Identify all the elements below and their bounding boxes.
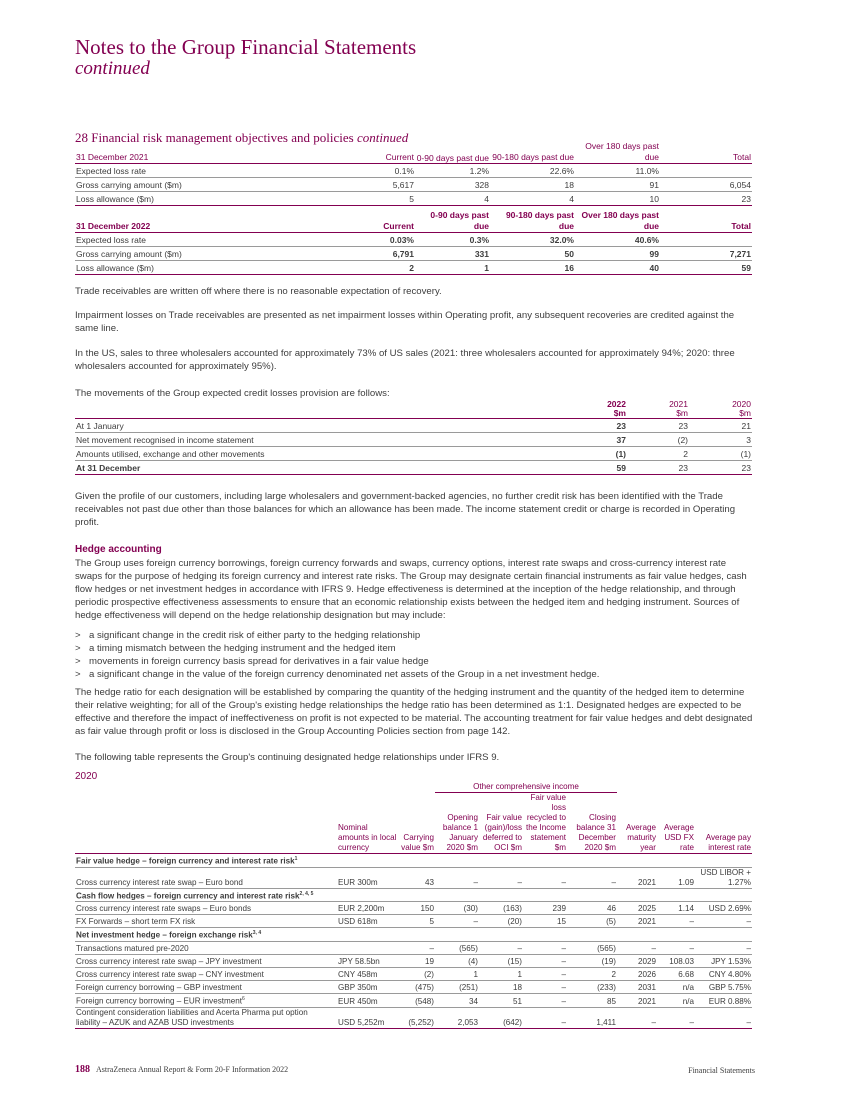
column-header: Average maturity year [617, 793, 657, 854]
column-header: Over 180 days past due [575, 141, 660, 164]
cell: 23 [627, 461, 689, 475]
column-header: 90-180 days past due [490, 141, 575, 164]
cell: 2,053 [435, 1007, 479, 1028]
row-label: Gross carrying amount ($m) [75, 178, 335, 192]
cell: 11.0% [575, 164, 660, 178]
unit-label: $m [676, 408, 688, 418]
table-row [75, 178, 752, 192]
list-item-text: movements in foreign currency basis spread for derivatives in a fair value hedge [89, 656, 429, 667]
section-row [75, 888, 752, 902]
year-label: 2022 [607, 399, 626, 409]
table-header-row [75, 210, 752, 233]
cell: – [399, 942, 435, 955]
cell: 2025 [617, 902, 657, 915]
cell: 32.0% [490, 233, 575, 247]
cell: – [523, 994, 567, 1008]
cell: (548) [399, 994, 435, 1008]
cell: 15 [523, 915, 567, 928]
cell: 0.03% [335, 233, 415, 247]
footer-section: Financial Statements [688, 1066, 755, 1075]
table-header-row [75, 793, 752, 854]
cell: 23 [565, 419, 627, 433]
section-title-text: 28 Financial risk management objectives and policies [75, 130, 354, 145]
section-row [75, 854, 752, 868]
table-header-row [75, 141, 752, 164]
page-footer [75, 1064, 755, 1075]
table-row [75, 164, 752, 178]
cell: 2021 [617, 867, 657, 888]
table-row-total [75, 461, 752, 475]
cell: 37 [565, 433, 627, 447]
cell: n/a [657, 994, 695, 1008]
cell: – [523, 968, 567, 981]
bullet-marker: > [75, 669, 81, 680]
section-row [75, 928, 752, 942]
cell: 2031 [617, 981, 657, 994]
cell: – [523, 1007, 567, 1028]
paragraph-movements-intro: The movements of the Group expected credit losses provision are follows: [75, 388, 390, 399]
cell: 5 [399, 915, 435, 928]
cell: 40 [575, 261, 660, 275]
section-label [75, 888, 752, 902]
cell: 5,617 [335, 178, 415, 192]
cell: GBP 5.75% [695, 981, 752, 994]
row-label: Gross carrying amount ($m) [75, 247, 335, 261]
list-item-text: a timing mismatch between the hedging instrument and the hedged item [89, 643, 396, 654]
paragraph-hedge-ratio: The hedge ratio for each designation will be established by comparing the quantity of the hedging instrument and the quantity of the hedged item to determine their relative weighting; for all of the Group's existing hedge relationships the hedge ratio has been determined as 1:1. Designated hedges are expected to be effective and therefore the impact of ineffectiveness on profit is not expected to be material. The accounting treatment for fair value hedges and debt designated as fair value through profit or loss is disclosed in the Group Accounting Policies section from page 142. [75, 687, 753, 737]
row-label: Expected loss rate [75, 164, 335, 178]
aging-table-2022 [75, 210, 752, 275]
cell: (1) [689, 447, 752, 461]
cell: – [523, 867, 567, 888]
oci-group-header: Other comprehensive income [435, 780, 617, 793]
list-item [75, 642, 755, 655]
cell: (20) [479, 915, 523, 928]
cell: 1.14 [657, 902, 695, 915]
row-label: Amounts utilised, exchange and other movements [75, 447, 565, 461]
cell: 23 [627, 419, 689, 433]
cell: 2 [627, 447, 689, 461]
cell: 2 [335, 261, 415, 275]
cell: 331 [415, 247, 490, 261]
row-label: Cross currency interest rate swaps – Euro bonds [75, 902, 337, 915]
hedge-relationships-table [75, 780, 752, 1029]
column-header: 0-90 days past due [415, 210, 490, 233]
cell: – [479, 867, 523, 888]
cell: JPY 1.53% [695, 955, 752, 968]
cell: 43 [399, 867, 435, 888]
cell: 18 [490, 178, 575, 192]
cell: 10 [575, 192, 660, 206]
column-header-2020 [689, 400, 752, 419]
cell: JPY 58.5bn [337, 955, 399, 968]
cell: 150 [399, 902, 435, 915]
cell: – [523, 981, 567, 994]
cell: 50 [490, 247, 575, 261]
page-subtitle: continued [75, 58, 150, 79]
footnote-ref: 6 [242, 996, 245, 1003]
cell: – [695, 942, 752, 955]
table-row [75, 261, 752, 275]
row-label-text: Foreign currency borrowing – EUR investment [76, 996, 242, 1006]
column-header: 0-90 days past due [415, 141, 490, 164]
row-label: Transactions matured pre-2020 [75, 942, 337, 955]
footnote-ref: 3, 4 [252, 930, 262, 937]
table-row [75, 419, 752, 433]
cell: 1 [435, 968, 479, 981]
cell: 239 [523, 902, 567, 915]
cell: (4) [435, 955, 479, 968]
table-row [75, 942, 752, 955]
cell: – [695, 1007, 752, 1028]
cell: (475) [399, 981, 435, 994]
cell: 99 [575, 247, 660, 261]
column-header: Average pay interest rate [695, 793, 752, 854]
cell: – [567, 867, 617, 888]
cell: 22.6% [490, 164, 575, 178]
year-label: 2021 [669, 399, 688, 409]
cell: – [695, 915, 752, 928]
row-label: Net movement recognised in income statement [75, 433, 565, 447]
row-label: At 31 December [75, 461, 565, 475]
cell: USD 618m [337, 915, 399, 928]
cell: 6.68 [657, 968, 695, 981]
cell: USD 2.69% [695, 902, 752, 915]
cell: (5,252) [399, 1007, 435, 1028]
section-title: Fair value hedge – foreign currency and interest rate risk [76, 856, 295, 866]
cell: 23 [660, 192, 752, 206]
group-header-spacer [75, 780, 435, 793]
cell: n/a [657, 981, 695, 994]
page-number: 188 [75, 1064, 90, 1075]
cell: – [479, 942, 523, 955]
cell: (233) [567, 981, 617, 994]
column-header: 31 December 2022 [75, 210, 335, 233]
cell: 0.3% [415, 233, 490, 247]
cell: 4 [490, 192, 575, 206]
table-row [75, 1007, 752, 1028]
paragraph-table-intro: The following table represents the Group's continuing designated hedge relationships under IFRS 9. [75, 752, 500, 763]
ecl-movements-table [75, 400, 752, 475]
column-header: Total [660, 210, 752, 233]
year-label: 2020 [732, 399, 751, 409]
cell: 6,791 [335, 247, 415, 261]
table-header-row [75, 400, 752, 419]
row-label: Loss allowance ($m) [75, 192, 335, 206]
cell: 0.1% [335, 164, 415, 178]
list-item [75, 629, 755, 642]
cell [660, 233, 752, 247]
cell: (2) [399, 968, 435, 981]
cell: 1 [479, 968, 523, 981]
cell: (565) [435, 942, 479, 955]
cell: 1 [415, 261, 490, 275]
cell: 46 [567, 902, 617, 915]
table-row [75, 233, 752, 247]
cell: 2029 [617, 955, 657, 968]
paragraph-credit-risk: Given the profile of our customers, including large wholesalers and government-backed agencies, no further credit risk has been identified with the Trade receivables not past due other than those balances for which an allowance has been made. The income statement credit or charge is recorded in Operating profit. [75, 491, 736, 528]
hedge-sources-list [75, 629, 755, 681]
aging-table-2021 [75, 141, 752, 206]
table-row [75, 968, 752, 981]
table-row [75, 902, 752, 915]
cell [660, 164, 752, 178]
table-row [75, 915, 752, 928]
cell: 2026 [617, 968, 657, 981]
cell: 19 [399, 955, 435, 968]
section-title: Net investment hedge – foreign exchange risk [76, 931, 253, 941]
cell: 21 [689, 419, 752, 433]
cell: (19) [567, 955, 617, 968]
hedge-accounting-heading: Hedge accounting [75, 544, 162, 555]
column-header-2021 [627, 400, 689, 419]
cell: – [435, 867, 479, 888]
cell: (2) [627, 433, 689, 447]
list-item-text: a significant change in the value of the foreign currency denominated net assets of the Group in a net investment hedge. [89, 669, 600, 680]
cell: (30) [435, 902, 479, 915]
row-label: Expected loss rate [75, 233, 335, 247]
column-header: Nominal amounts in local currency [337, 793, 399, 854]
table-row [75, 867, 752, 888]
cell: 91 [575, 178, 660, 192]
cell: 34 [435, 994, 479, 1008]
cell: (163) [479, 902, 523, 915]
cell: 5 [335, 192, 415, 206]
cell: 328 [415, 178, 490, 192]
cell: 2021 [617, 994, 657, 1008]
table-row [75, 433, 752, 447]
section-label [75, 928, 752, 942]
cell: 16 [490, 261, 575, 275]
section-label [75, 854, 752, 868]
column-header: 90-180 days past due [490, 210, 575, 233]
cell: EUR 2,200m [337, 902, 399, 915]
cell [337, 942, 399, 955]
cell: 4 [415, 192, 490, 206]
column-header: Opening balance 1 January 2020 $m [435, 793, 479, 854]
column-header: Over 180 days past due [575, 210, 660, 233]
cell: 108.03 [657, 955, 695, 968]
section-title: Cash flow hedges – foreign currency and interest rate risk [76, 891, 300, 901]
list-item [75, 668, 755, 681]
cell: 6,054 [660, 178, 752, 192]
page-title: Notes to the Group Financial Statements [75, 35, 417, 59]
cell: 40.6% [575, 233, 660, 247]
paragraph-writeoff: Trade receivables are written off where there is no reasonable expectation of recovery. [75, 286, 442, 297]
row-label: At 1 January [75, 419, 565, 433]
row-label: Cross currency interest rate swap – Euro bond [75, 867, 337, 888]
bullet-marker: > [75, 630, 81, 641]
cell: (1) [565, 447, 627, 461]
paragraph-impairment: Impairment losses on Trade receivables are presented as net impairment losses within Operating profit, any subsequent recoveries are credited against the same line. [75, 310, 735, 334]
unit-label: $m [739, 408, 751, 418]
table-row [75, 955, 752, 968]
column-header: 31 December 2021 [75, 141, 335, 164]
cell: 59 [565, 461, 627, 475]
cell: 2021 [617, 915, 657, 928]
cell: EUR 0.88% [695, 994, 752, 1008]
column-header: Closing balance 31 December 2020 $m [567, 793, 617, 854]
table-row [75, 247, 752, 261]
bullet-marker: > [75, 643, 81, 654]
cell: 23 [689, 461, 752, 475]
bullet-marker: > [75, 656, 81, 667]
cell: CNY 458m [337, 968, 399, 981]
column-header: Carrying value $m [399, 793, 435, 854]
table-row [75, 192, 752, 206]
cell: 1.2% [415, 164, 490, 178]
column-header-empty [75, 400, 565, 419]
footnote-ref: 2, 4, 5 [299, 890, 314, 897]
cell: 3 [689, 433, 752, 447]
hedge-table-year: 2020 [75, 771, 98, 782]
cell: – [617, 942, 657, 955]
table-row [75, 447, 752, 461]
list-item-text: a significant change in the credit risk of either party to the hedging relationship [89, 630, 421, 641]
unit-label: $m [613, 408, 626, 418]
column-header: Fair value loss recycled to the Income statement $m [523, 793, 567, 854]
cell: 51 [479, 994, 523, 1008]
cell: – [657, 942, 695, 955]
row-label: Cross currency interest rate swap – JPY investment [75, 955, 337, 968]
row-label: Foreign currency borrowing – GBP investment [75, 981, 337, 994]
table-row [75, 994, 752, 1008]
row-label: Contingent consideration liabilities and Acerta Pharma put option liability – AZUK and AZAB USD investments [75, 1007, 337, 1028]
column-header: Current [335, 141, 415, 164]
column-header: Total [660, 141, 752, 164]
list-item [75, 655, 755, 668]
row-label [75, 994, 337, 1008]
cell: 59 [660, 261, 752, 275]
cell: – [435, 915, 479, 928]
row-label: Cross currency interest rate swap – CNY investment [75, 968, 337, 981]
column-header: Fair value (gain)/loss deferred to OCI $m [479, 793, 523, 854]
paragraph-hedge-intro: The Group uses foreign currency borrowings, foreign currency forwards and swaps, currency options, interest rate swaps and cross-currency interest rate swaps for the purpose of hedging its foreign currency and interest rate risks. The Group may designate certain financial instruments as fair value hedges, cash flow hedges or net investment hedges in accordance with IFRS 9. Hedge effectiveness is determined at the inception of the hedge relationship, and through periodic prospective effectiveness assessments to ensure that an economic relationship exists between the hedged item and hedging instrument. Sources of hedge effectiveness will depend on the hedge relationship designation but may include: [75, 558, 747, 621]
cell: (565) [567, 942, 617, 955]
publication-title: AstraZeneca Annual Report & Form 20-F Information 2022 [96, 1065, 289, 1074]
cell: 1,411 [567, 1007, 617, 1028]
cell: USD LIBOR + 1.27% [695, 867, 752, 888]
paragraph-wholesalers: In the US, sales to three wholesalers accounted for approximately 73% of US sales (2021: three wholesalers accounted for approximately 94%; 2020: three wholesalers accounted for approximately 95%). [75, 348, 735, 372]
footnote-ref: 1 [294, 856, 298, 862]
cell: (251) [435, 981, 479, 994]
cell: 2 [567, 968, 617, 981]
cell: GBP 350m [337, 981, 399, 994]
cell: 85 [567, 994, 617, 1008]
cell: – [523, 942, 567, 955]
cell: – [617, 1007, 657, 1028]
cell: (642) [479, 1007, 523, 1028]
group-header-spacer [617, 780, 752, 793]
cell: USD 5,252m [337, 1007, 399, 1028]
row-label: FX Forwards – short term FX risk [75, 915, 337, 928]
cell: 18 [479, 981, 523, 994]
cell: EUR 450m [337, 994, 399, 1008]
section-title-suffix: continued [356, 130, 409, 145]
cell: EUR 300m [337, 867, 399, 888]
column-header: Average USD FX rate [657, 793, 695, 854]
column-header-empty [75, 793, 337, 854]
cell: CNY 4.80% [695, 968, 752, 981]
column-header: Current [335, 210, 415, 233]
table-row [75, 981, 752, 994]
cell: – [657, 1007, 695, 1028]
group-header-row [75, 780, 752, 793]
cell: – [657, 915, 695, 928]
cell: 7,271 [660, 247, 752, 261]
cell: (5) [567, 915, 617, 928]
row-label: Loss allowance ($m) [75, 261, 335, 275]
cell: – [523, 955, 567, 968]
cell: 1.09 [657, 867, 695, 888]
column-header-2022 [565, 400, 627, 419]
cell: (15) [479, 955, 523, 968]
